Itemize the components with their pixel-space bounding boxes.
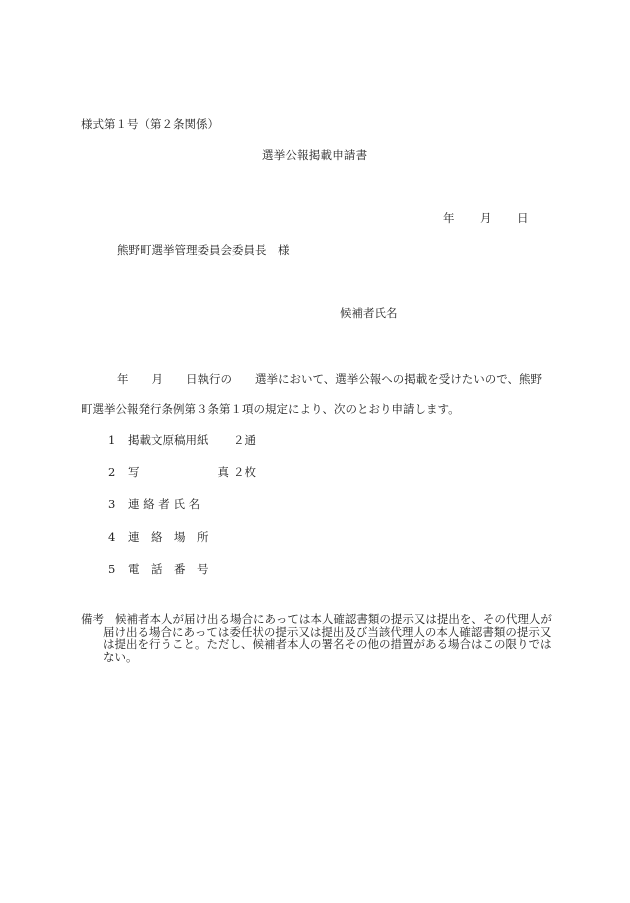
list-item [108,465,256,479]
body-text-line-2: 町選挙公報発行条例第３条第１項の規定により、次のとおり申請します。 [81,402,460,416]
remarks-text: 候補者本人が届け出る場合にあっては本人確認書類の提示又は提出を、その代理人が届け出る場合にあっては委任状の提示又は提出及び当該代理人の本人確認書類の提示又は提出を行うこと。ただし、候補者本人の署名その他の措置がある場合はこの限りではない。 [103,612,552,664]
item-label: 電 話 番 号 [128,562,209,576]
item-value: ２枚 [233,465,256,479]
item-label: 連 絡 者 氏 名 [128,497,201,511]
item-number: 4 [108,530,116,544]
addressee: 熊野町選挙管理委員会委員長 様 [117,243,290,257]
body-text-line-1: 年 月 日執行の 選挙において、選挙公報への掲載を受けたいので、熊野 [117,372,543,386]
form-number: 様式第１号（第２条関係） [81,117,219,131]
list-item [108,562,209,576]
list-item [108,497,200,511]
list-item [108,530,209,544]
item-number: 2 [108,465,116,479]
item-value: ２通 [233,433,256,447]
item-label: 写真 [128,465,229,479]
item-number: 3 [108,497,116,511]
date-line [443,211,529,225]
item-label: 掲載文原稿用紙 [128,433,209,447]
date-year-label: 年 [443,211,455,225]
date-day-label: 日 [517,211,529,225]
remarks-heading: 備考 [81,612,104,626]
item-number: 1 [108,433,116,447]
list-item [108,433,256,447]
date-month-label: 月 [480,211,492,225]
document-title: 選挙公報掲載申請書 [262,148,368,162]
candidate-name-label: 候補者氏名 [340,306,398,320]
item-label: 連 絡 場 所 [128,530,209,544]
item-number: 5 [108,562,116,576]
